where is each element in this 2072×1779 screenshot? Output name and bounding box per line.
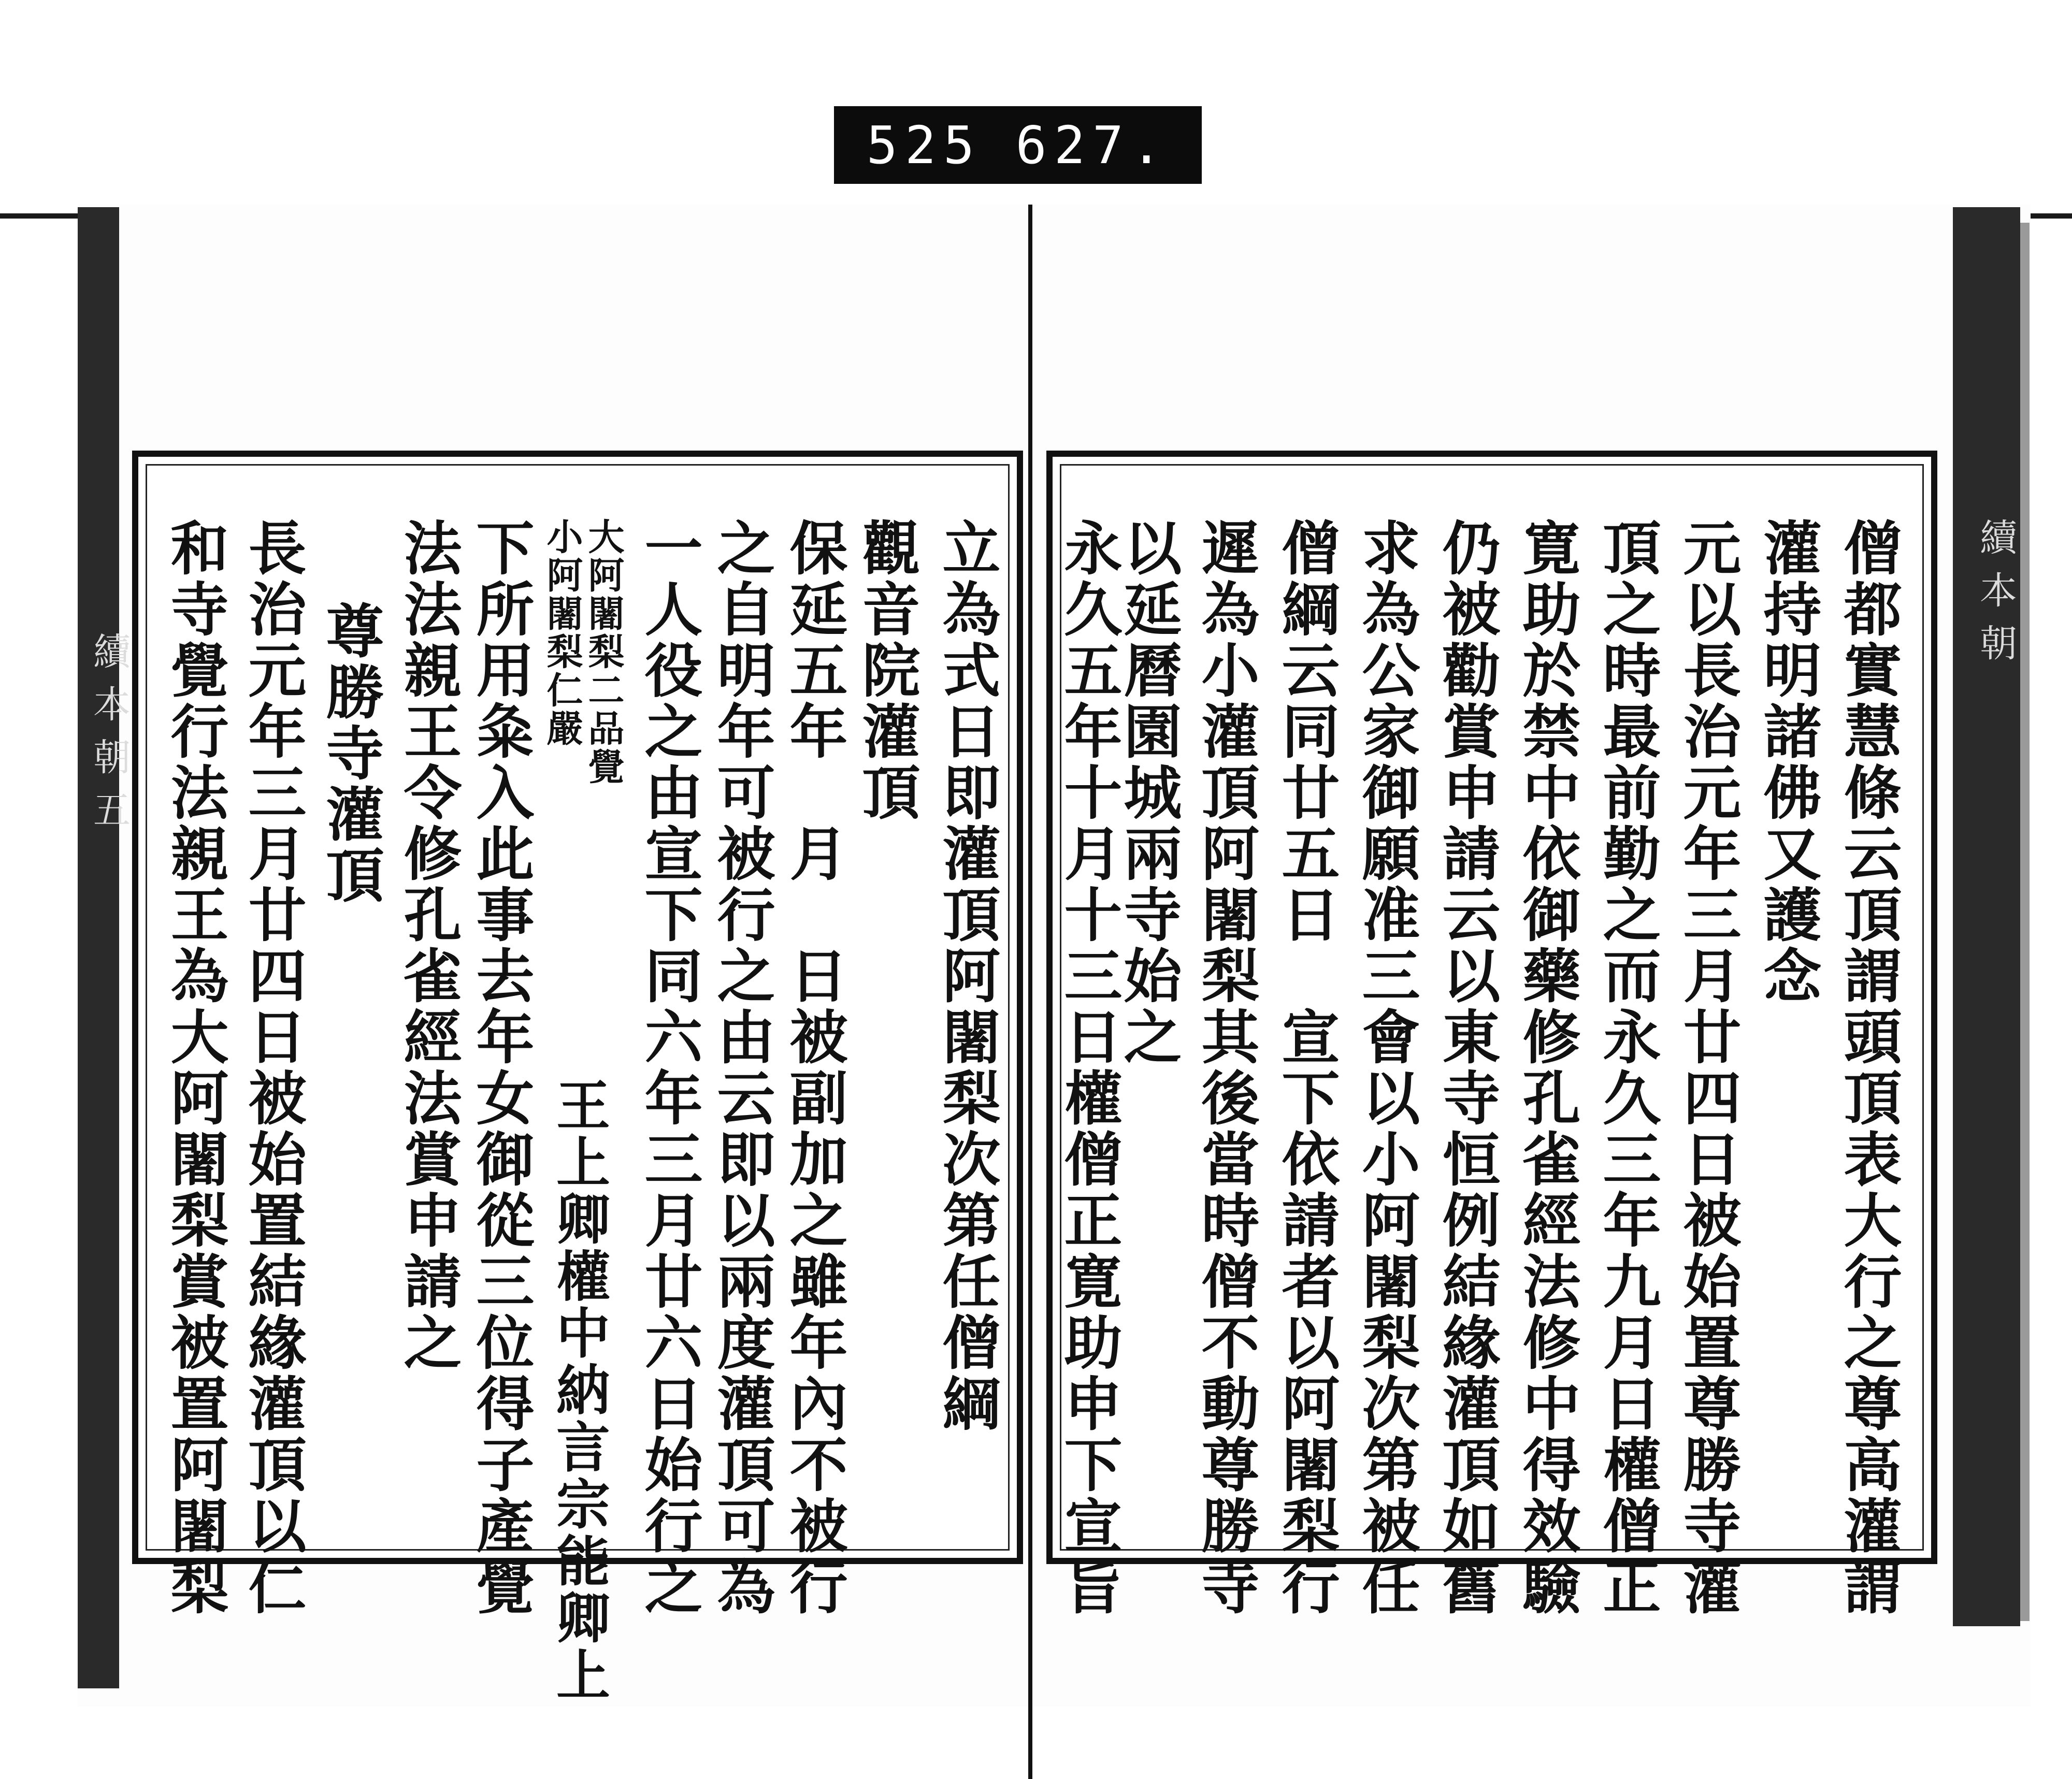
note-line-2: 小阿闍梨仁嚴	[541, 518, 584, 748]
right-line-10: 以延曆園城兩寺始之	[1114, 518, 1182, 1068]
left-line-5: 一人役之由宣下同六年三月廿六日始行之	[635, 518, 703, 1618]
left-line-2: 觀音院灌頂	[853, 518, 920, 823]
right-line-2: 灌持明諸佛又護念	[1754, 518, 1822, 1007]
shelf-number-right: 627.	[1015, 114, 1170, 176]
right-line-3: 元以長治元年三月廿四日被始置尊勝寺灌	[1674, 518, 1742, 1618]
note-line-1: 大阿闍梨二品覺	[582, 518, 625, 786]
right-line-1: 僧都實慧條云頂謂頭頂表大行之尊高灌謂	[1834, 518, 1902, 1618]
left-line-9: 長治元年三月廿四日被始置結緣灌頂以仁	[239, 518, 307, 1618]
left-line-8: 尊勝寺灌頂	[316, 601, 384, 906]
right-page-stack	[2020, 223, 2030, 1621]
right-line-4: 頂之時最前勤之而永久三年九月日權僧正	[1593, 518, 1661, 1618]
right-line-8: 僧綱云同廿五日 宣下依請者以阿闍梨行	[1272, 518, 1340, 1618]
left-line-7: 法法親王令修孔雀經法賞申請之	[394, 518, 462, 1373]
ritual-officiants-note	[541, 518, 625, 786]
note-line-3: 王上卿權中納言宗能卿上	[547, 963, 611, 1704]
left-line-6: 下所用粂入此事去年女御從三位得子產覺	[467, 518, 535, 1618]
right-book-edge	[1953, 207, 2020, 1626]
left-book-edge	[78, 207, 131, 1688]
right-line-11: 永久五年十月十三日權僧正寛助申下宣旨	[1055, 518, 1123, 1618]
shelf-number-left: 525	[866, 114, 982, 176]
right-line-7: 求為公家御願准三會以小阿闍梨次第被任	[1352, 518, 1420, 1618]
right-line-9: 遲為小灌頂阿闍梨其後當時僧不動尊勝寺	[1192, 518, 1260, 1618]
left-line-4: 之自明年可被行之由云即以兩度灌頂可為	[708, 518, 775, 1618]
center-fold	[1028, 205, 1032, 1779]
right-edge-text: 續本朝	[1974, 518, 2017, 676]
right-line-6: 仍被勸賞申請云以東寺恒例結緣灌頂如舊	[1433, 518, 1501, 1618]
right-line-5: 寛助於禁中依御藥修孔雀經法修中得效驗	[1513, 518, 1581, 1618]
left-line-1: 立為式日即灌頂阿闍梨次第任僧綱	[933, 518, 1001, 1435]
left-line-10: 和寺覺行法親王為大阿闍梨賞被置阿闍梨	[161, 518, 229, 1618]
shelf-label	[834, 106, 1202, 184]
left-line-3: 保延五年 月 日被副加之雖年內不被行	[780, 518, 848, 1618]
left-edge-text: 續本朝五	[87, 632, 131, 843]
